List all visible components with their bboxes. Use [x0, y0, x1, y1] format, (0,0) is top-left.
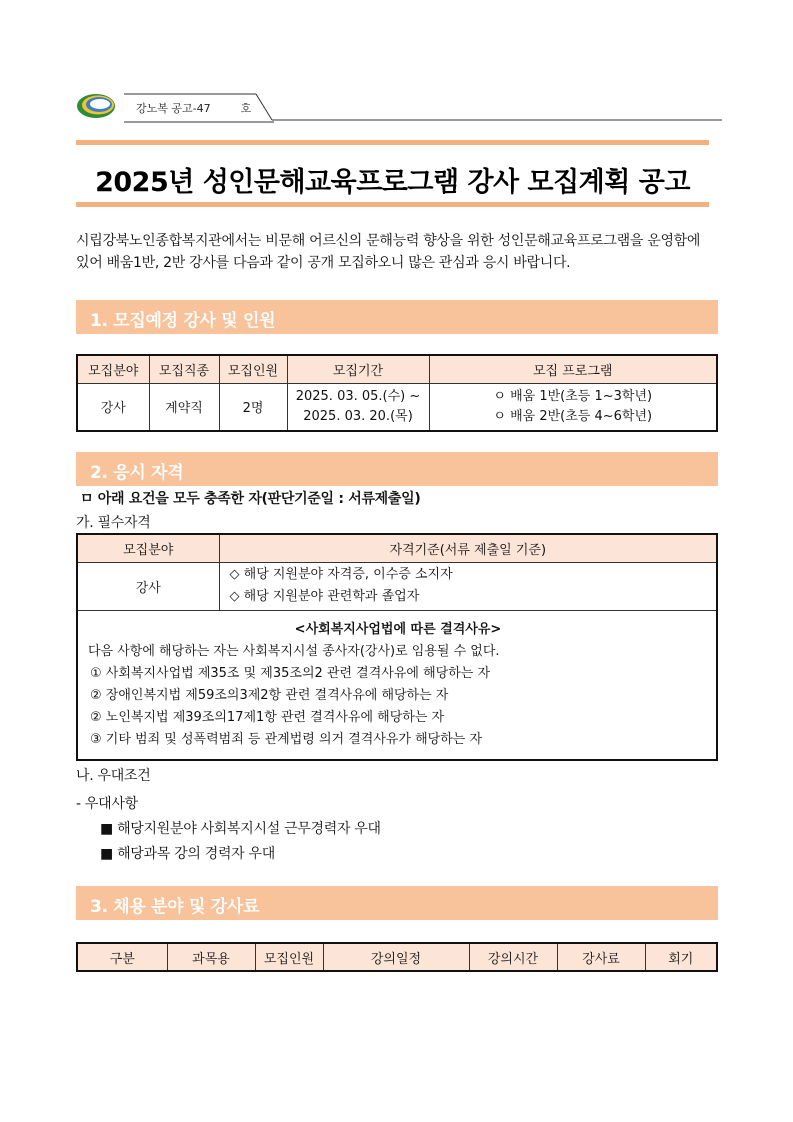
disqualification-item: ② 장애인복지법 제59조의3제2항 관련 결격사유에 해당하는 자	[90, 687, 449, 703]
cell-type: 계약직	[149, 383, 219, 431]
required-qualification-label: 가. 필수자격	[76, 515, 151, 531]
recruit-table	[76, 354, 718, 432]
disqualification-item: ② 노인복지법 제39조의17제1항 관련 결격사유에 해당하는 자	[90, 709, 445, 725]
period-start: 2025. 03. 05.(수) ~	[295, 388, 421, 404]
welfare-center-logo	[74, 90, 124, 120]
eligibility-notice: ㅁ 아래 요건을 모두 충족한 자(판단기준일 : 서류제출일)	[80, 491, 421, 507]
preferred-conditions-label: 나. 우대조건	[76, 768, 151, 784]
document-number: 강노복 공고-47 호	[136, 102, 252, 115]
disqualification-box	[77, 610, 717, 760]
disqualification-heading: <사회복지사업법에 따른 결격사유>	[294, 621, 502, 637]
col-header: 강사료	[557, 943, 645, 971]
col-header: 과목용	[167, 943, 255, 971]
cell-programs	[429, 383, 717, 431]
col-header: 강의시간	[469, 943, 557, 971]
col-header: 구분	[77, 943, 167, 971]
header-underline	[124, 92, 724, 124]
cell-field: 강사	[77, 562, 219, 610]
cell-count: 2명	[219, 383, 287, 431]
program-item: ㅇ 배움 1반(초등 1~3학년)	[493, 388, 653, 404]
title-top-rule	[76, 140, 709, 145]
cell-field: 강사	[77, 383, 149, 431]
col-header: 모집기간	[287, 355, 429, 383]
disqualification-item: ① 사회복지사업법 제35조 및 제35조의2 관련 결격사유에 해당하는 자	[90, 665, 491, 681]
fee-table	[76, 942, 718, 972]
section-2-heading: 2. 응시 자격	[76, 452, 718, 486]
col-header: 자격기준(서류 제출일 기준)	[219, 534, 717, 562]
col-header: 모집분야	[77, 355, 149, 383]
page-title: 2025년 성인문해교육프로그램 강사 모집계획 공고	[95, 167, 690, 198]
section-3-heading: 3. 채용 분야 및 강사료	[76, 886, 718, 920]
title-bottom-rule	[76, 202, 709, 207]
cell-criteria	[219, 562, 717, 610]
intro-paragraph: 시립강북노인종합복지관에서는 비문해 어르신의 문해능력 향상을 위한 성인문해교육프로그램을 운영함에 있어 배움1반, 2반 강사를 다음과 같이 공개 모집하오니 많은 관심과 응시 바랍니다.	[76, 233, 701, 271]
preferences-title: - 우대사항	[76, 796, 138, 812]
disqualification-item: ③ 기타 범죄 및 성폭력범죄 등 관계법령 의거 결격사유가 해당하는 자	[90, 731, 483, 747]
cell-period	[287, 383, 429, 431]
col-header: 모집 프로그램	[429, 355, 717, 383]
col-header: 모집인원	[255, 943, 323, 971]
section-1-heading: 1. 모집예정 강사 및 인원	[76, 300, 718, 334]
preference-item: ■ 해당과목 강의 경력자 우대	[100, 846, 275, 862]
period-end: 2025. 03. 20.(목)	[303, 408, 413, 424]
preference-item: ■ 해당지원분야 사회복지시설 근무경력자 우대	[100, 821, 381, 837]
col-header: 회기	[645, 943, 717, 971]
col-header: 강의일정	[323, 943, 469, 971]
program-item: ㅇ 배움 2반(초등 4~6학년)	[493, 408, 653, 424]
col-header: 모집분야	[77, 534, 219, 562]
criteria-item: ◇ 해당 지원분야 자격증, 이수증 소지자	[229, 567, 453, 582]
criteria-item: ◇ 해당 지원분야 관련학과 졸업자	[229, 589, 420, 604]
disqualification-intro: 다음 사항에 해당하는 자는 사회복지시설 종사자(강사)로 임용될 수 없다.	[88, 643, 500, 659]
col-header: 모집인원	[219, 355, 287, 383]
col-header: 모집직종	[149, 355, 219, 383]
qualification-table	[76, 533, 718, 761]
